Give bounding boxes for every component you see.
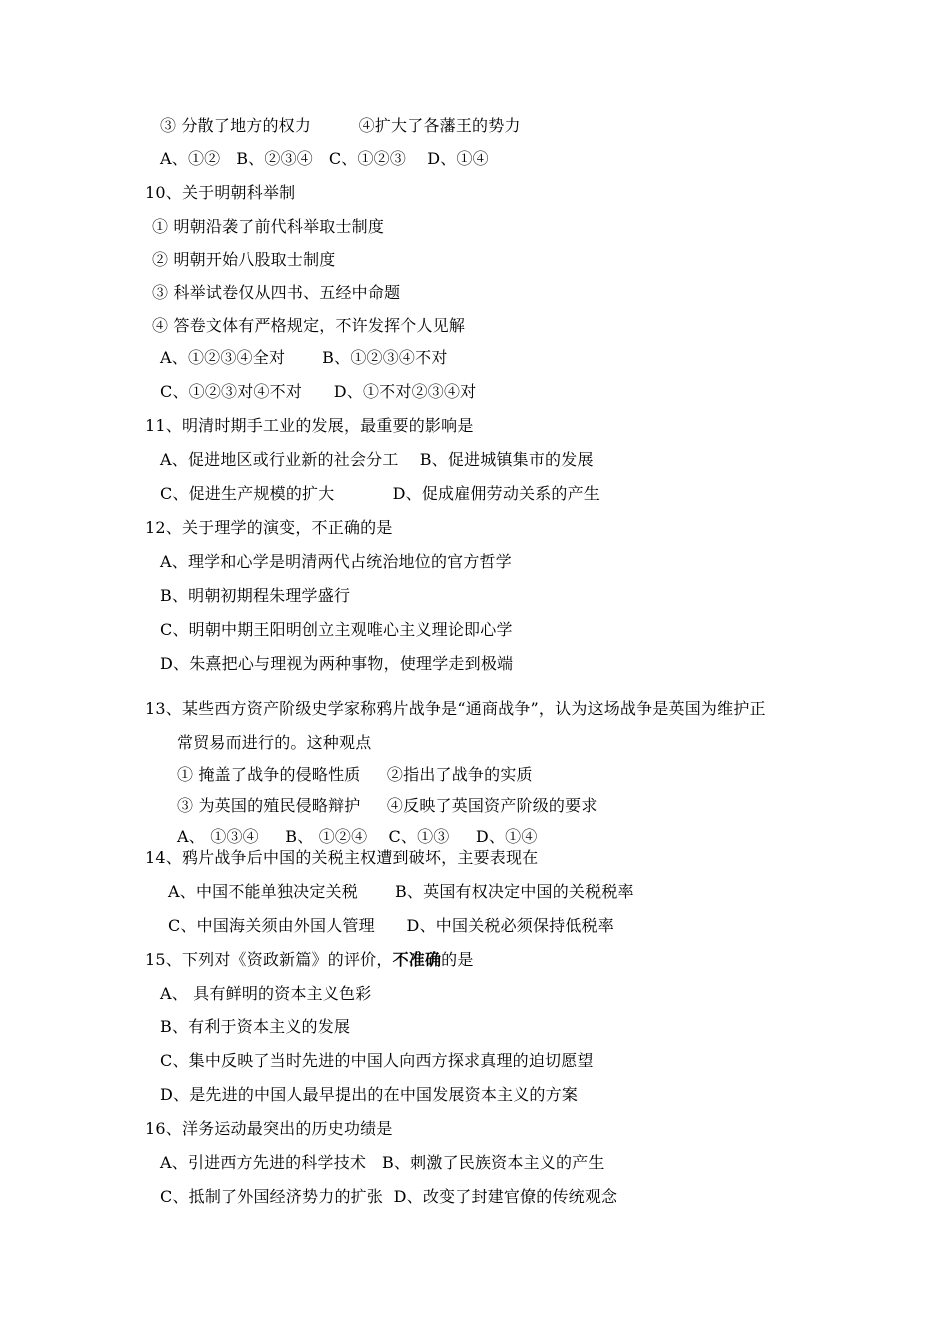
q10-choices-ab: A、①②③④全对 B、①②③④不对 (160, 348, 448, 367)
q12-stem: 12、关于理学的演变，不正确的是 (145, 518, 393, 537)
q14-choices-cd: C、中国海关须由外国人管理 D、中国关税必须保持低税率 (168, 916, 614, 935)
q9-option-line-3-4: ③ 分散了地方的权力 ④扩大了各藩王的势力 (160, 116, 521, 135)
q12-choice-a: A、理学和心学是明清两代占统治地位的官方哲学 (160, 552, 512, 571)
q13-statements-3-4: ③ 为英国的殖民侵略辩护 ④反映了英国资产阶级的要求 (177, 796, 598, 815)
q16-choices-cd: C、抵制了外国经济势力的扩张 D、改变了封建官僚的传统观念 (160, 1187, 618, 1206)
q9-answer-choices: A、①② B、②③④ C、①②③ D、①④ (160, 149, 489, 168)
q14-stem: 14、鸦片战争后中国的关税主权遭到破坏，主要表现在 (145, 848, 539, 867)
q10-statement-2: ② 明朝开始八股取士制度 (152, 250, 336, 269)
q13-answer-choices: A、 ①③④ B、 ①②④ C、①③ D、①④ (177, 827, 538, 846)
q13-stem-continued: 常贸易而进行的。这种观点 (177, 733, 372, 752)
q11-choices-ab: A、促进地区或行业新的社会分工 B、促进城镇集市的发展 (160, 450, 594, 469)
q10-statement-3: ③ 科举试卷仅从四书、五经中命题 (152, 283, 401, 302)
q15-stem-suffix: 的是 (441, 950, 474, 969)
q10-statement-4: ④ 答卷文体有严格规定，不许发挥个人见解 (152, 316, 466, 335)
q14-choices-ab: A、中国不能单独决定关税 B、英国有权决定中国的关税税率 (168, 882, 634, 901)
q16-stem: 16、洋务运动最突出的历史功绩是 (145, 1119, 393, 1138)
q12-choice-b: B、明朝初期程朱理学盛行 (160, 586, 351, 605)
q11-stem: 11、明清时期手工业的发展，最重要的影响是 (145, 416, 474, 435)
q12-choice-c: C、明朝中期王阳明创立主观唯心主义理论即心学 (160, 620, 513, 639)
q13-stem: 13、某些西方资产阶级史学家称鸦片战争是“通商战争”，认为这场战争是英国为维护正 (145, 699, 766, 718)
q15-stem-emphasis: 不准确 (392, 950, 442, 969)
q15-choice-c: C、集中反映了当时先进的中国人向西方探求真理的迫切愿望 (160, 1051, 594, 1070)
q13-statements-1-2: ① 掩盖了战争的侵略性质 ②指出了战争的实质 (177, 765, 533, 784)
q10-choices-cd: C、①②③对④不对 D、①不对②③④对 (160, 382, 477, 401)
q15-choice-b: B、有利于资本主义的发展 (160, 1017, 351, 1036)
q15-choice-a: A、 具有鲜明的资本主义色彩 (160, 984, 372, 1003)
q12-choice-d: D、朱熹把心与理视为两种事物，使理学走到极端 (160, 654, 514, 673)
q15-choice-d: D、是先进的中国人最早提出的在中国发展资本主义的方案 (160, 1085, 579, 1104)
q16-choices-ab: A、引进西方先进的科学技术 B、刺激了民族资本主义的产生 (160, 1153, 605, 1172)
q11-choices-cd: C、促进生产规模的扩大 D、促成雇佣劳动关系的产生 (160, 484, 601, 503)
q15-stem-prefix: 15、下列对《资政新篇》的评价， (145, 950, 393, 969)
q10-stem: 10、关于明朝科举制 (145, 183, 296, 202)
q15-stem (145, 950, 474, 970)
q10-statement-1: ① 明朝沿袭了前代科举取士制度 (152, 217, 385, 236)
